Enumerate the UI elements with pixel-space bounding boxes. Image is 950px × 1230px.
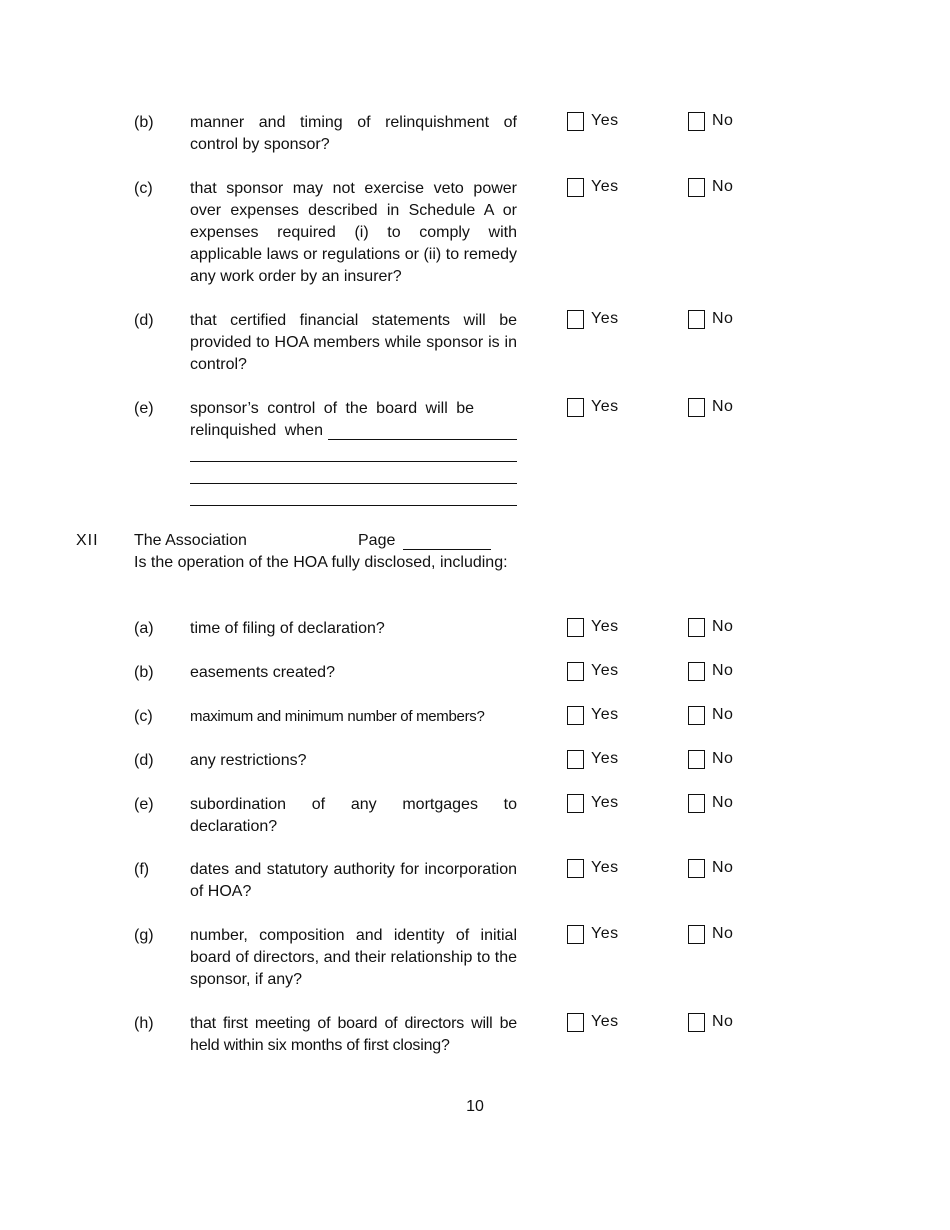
- no-checkbox[interactable]: [688, 859, 705, 878]
- question-text: number, composition and identity of initial board of directors, and their relationship to the sponsor, if any?: [190, 927, 517, 988]
- question-text: any restrictions?: [190, 752, 307, 769]
- fill-in-line[interactable]: [190, 483, 517, 484]
- yes-checkbox[interactable]: [567, 310, 584, 329]
- question-text: dates and statutory authority for incorporation of HOA?: [190, 861, 517, 900]
- yes-checkbox[interactable]: [567, 618, 584, 637]
- fill-in-line[interactable]: [190, 505, 517, 506]
- no-checkbox[interactable]: [688, 706, 705, 725]
- no-checkbox[interactable]: [688, 750, 705, 769]
- item-label: (f): [134, 861, 150, 878]
- fill-in-line[interactable]: [328, 439, 517, 440]
- no-checkbox[interactable]: [688, 1013, 705, 1032]
- yes-checkbox[interactable]: [567, 859, 584, 878]
- no-checkbox[interactable]: [688, 794, 705, 813]
- question-text: time of filing of declaration?: [190, 620, 385, 637]
- item-label: (h): [134, 1015, 154, 1032]
- fill-in-line[interactable]: [190, 461, 517, 462]
- yes-checkbox[interactable]: [567, 706, 584, 725]
- question-text: easements created?: [190, 664, 335, 681]
- yes-checkbox[interactable]: [567, 398, 584, 417]
- no-checkbox[interactable]: [688, 618, 705, 637]
- yes-checkbox[interactable]: [567, 178, 584, 197]
- no-checkbox[interactable]: [688, 925, 705, 944]
- yes-checkbox[interactable]: [567, 925, 584, 944]
- item-label: (a): [134, 620, 154, 637]
- item-label: (c): [134, 708, 153, 725]
- section-number: XII: [76, 532, 99, 549]
- yes-checkbox[interactable]: [567, 794, 584, 813]
- no-checkbox[interactable]: [688, 310, 705, 329]
- page-reference-label: Page: [358, 532, 396, 549]
- question-text: manner and timing of relinquishment of control by sponsor?: [190, 114, 517, 153]
- question-text: sponsor’s control of the board will be relinquished when: [190, 400, 474, 439]
- section-title: The Association: [134, 532, 247, 549]
- no-checkbox[interactable]: [688, 662, 705, 681]
- question-text: subordination of any mortgages to declaration?: [190, 796, 517, 835]
- yes-checkbox[interactable]: [567, 1013, 584, 1032]
- page-reference-line[interactable]: [403, 549, 491, 550]
- section-question: Is the operation of the HOA fully disclosed, including:: [134, 554, 508, 571]
- item-label: (b): [134, 664, 154, 681]
- no-checkbox[interactable]: [688, 398, 705, 417]
- item-label: (d): [134, 752, 154, 769]
- yes-checkbox[interactable]: [567, 750, 584, 769]
- item-label: (e): [134, 796, 154, 813]
- yes-checkbox[interactable]: [567, 662, 584, 681]
- item-label: (d): [134, 312, 154, 329]
- question-text: maximum and minimum number of members?: [190, 708, 485, 725]
- question-text: that first meeting of board of directors will be held within six months of first closing?: [190, 1015, 517, 1054]
- no-checkbox[interactable]: [688, 178, 705, 197]
- item-label: (c): [134, 180, 153, 197]
- item-label: (b): [134, 114, 154, 131]
- question-text: that sponsor may not exercise veto power over expenses described in Schedule A or expenses required (i) to comply with applicable laws or regulations or (ii) to remedy any work order by an insurer?: [190, 180, 517, 285]
- item-label: (g): [134, 927, 154, 944]
- yes-checkbox[interactable]: [567, 112, 584, 131]
- page-number: 10: [466, 1098, 484, 1115]
- no-checkbox[interactable]: [688, 112, 705, 131]
- question-text: that certified financial statements will be provided to HOA members while sponsor is in control?: [190, 312, 517, 373]
- item-label: (e): [134, 400, 154, 417]
